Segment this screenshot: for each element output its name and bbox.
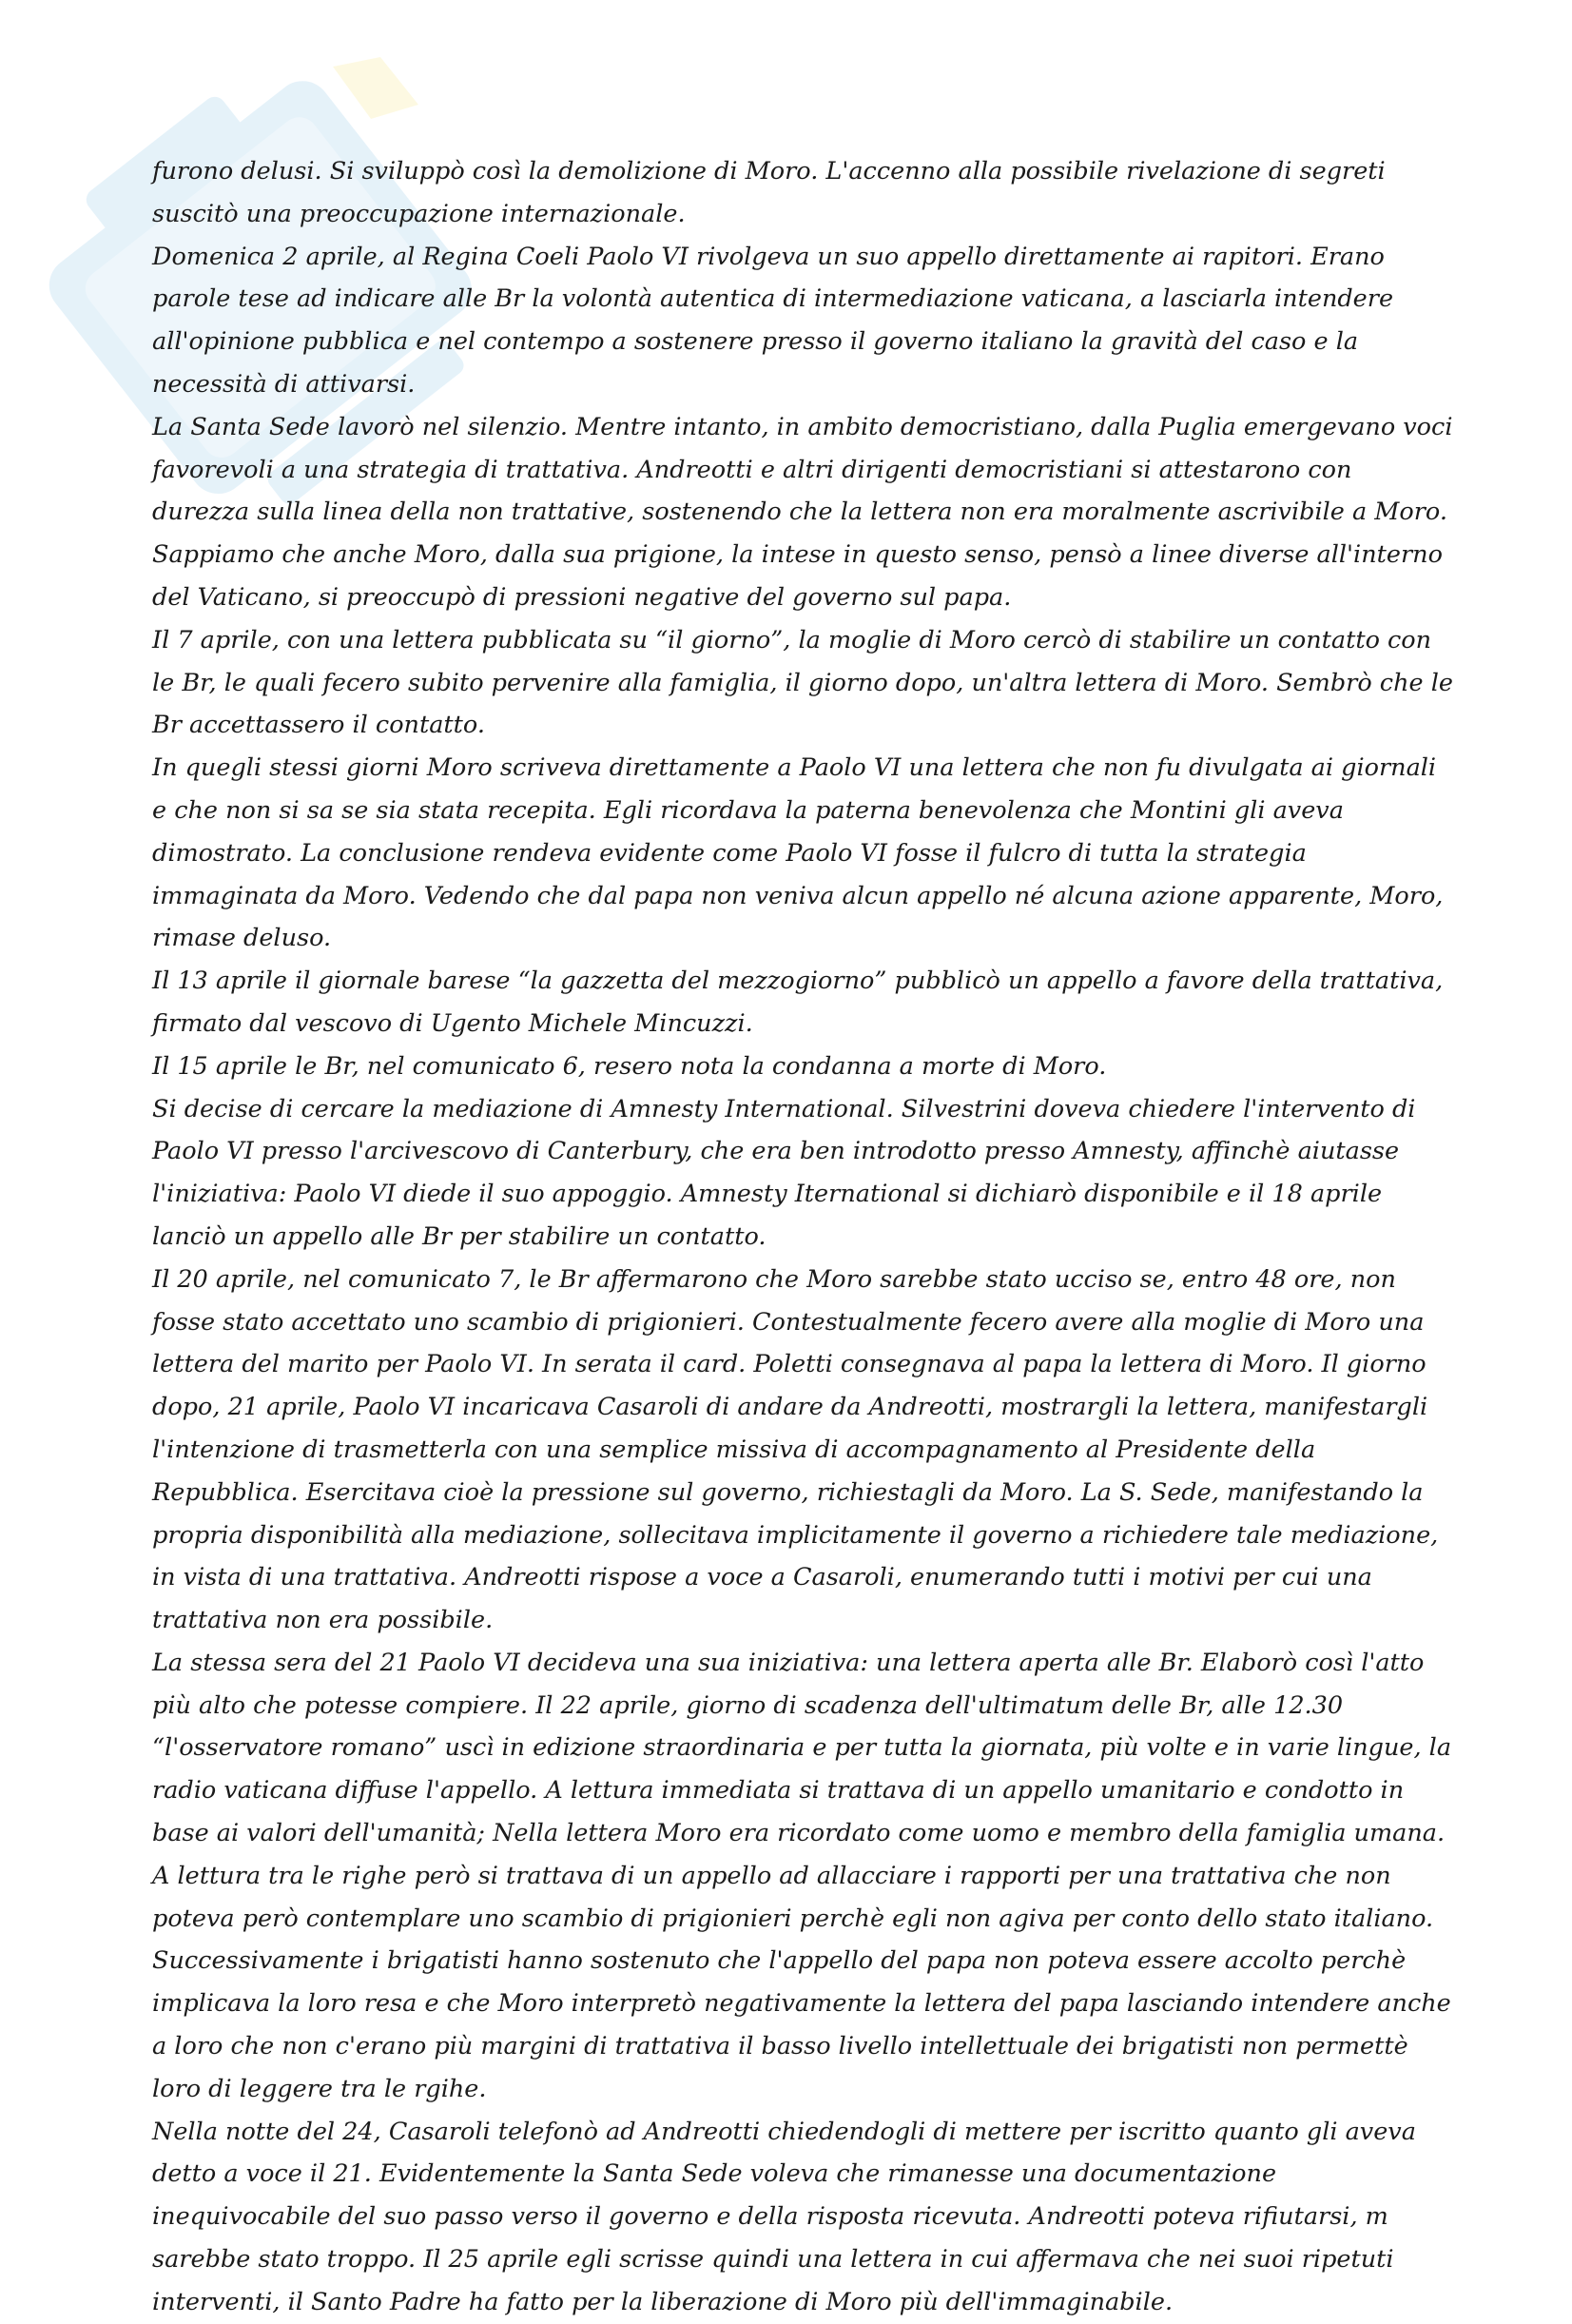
paragraph-9: Il 20 aprile, nel comunicato 7, le Br affermarono che Moro sarebbe stato ucciso se, entro 48 ore, non fosse stato accettato uno scambio di prigionieri. Contestualmente fecero avere alla moglie di Moro una lettera del marito per Paolo VI. In serata il card. Poletti consegnava al papa la lettera di Moro. Il giorno dopo, 21 aprile, Paolo VI incaricava Casaroli di andare da Andreotti, mostrargli la lettera, manifestargli l'intenzione di trasmetterla con una semplice missiva di accompagnamento al Presidente della Repubblica. Esercitava cioè la pressione sul governo, richiestagli da Moro. La S. Sede, manifestando la propria disponibilità alla mediazione, sollecitava implicitamente il governo a richiedere tale mediazione, in vista di una trattativa. Andreotti rispose a voce a Casaroli, enumerando tutti i motivi per cui una trattativa non era possibile.	[152, 1264, 1439, 1635]
paragraph-5: In quegli stessi giorni Moro scriveva direttamente a Paolo VI una lettera che non fu divulgata ai giornali e che non si sa se sia stata recepita. Egli ricordava la paterna benevolenza che Montini gli aveva dimostrato. La conclusione rendeva evidente come Paolo VI fosse il fulcro di tutta la strategia immaginata da Moro. Vedendo che dal papa non veniva alcun appello né alcuna azione apparente, Moro, rimase deluso.	[152, 753, 1444, 953]
paragraph-1: furono delusi. Si sviluppò così la demolizione di Moro. L'accenno alla possibile rivelazione di segreti suscitò una preoccupazione internazionale.	[152, 157, 1386, 228]
paragraph-6: Il 13 aprile il giornale barese “la gazzetta del mezzogiorno” pubblicò un appello a favore della trattativa, firmato dal vescovo di Ugento Michele Mincuzzi.	[152, 967, 1444, 1038]
document-body	[152, 150, 1455, 2324]
paragraph-7: Il 15 aprile le Br, nel comunicato 6, resero nota la condanna a morte di Moro.	[152, 1051, 1107, 1081]
paragraph-10: La stessa sera del 21 Paolo VI decideva una sua iniziativa: una lettera aperta alle Br. Elaborò così l'atto più alto che potesse compiere. Il 22 aprile, giorno di scadenza dell'ultimatum delle Br, alle 12.30 “l'osservatore romano” uscì in edizione straordinaria e per tutta la giornata, più volte e in varie lingue, la radio vaticana diffuse l'appello. A lettura immediata si trattava di un appello umanitario e condotto in base ai valori dell'umanità; Nella lettera Moro era ricordato come uomo e membro della famiglia umana. A lettura tra le righe però si trattava di un appello ad allacciare i rapporti per una trattativa che non poteva però contemplare uno scambio di prigionieri perchè egli non agiva per conto dello stato italiano.	[152, 1648, 1452, 1933]
paragraph-4: Il 7 aprile, con una lettera pubblicata su “il giorno”, la moglie di Moro cercò di stabilire un contatto con le Br, le quali fecero subito pervenire alla famiglia, il giorno dopo, un'altra lettera di Moro. Sembrò che le Br accettassero il contatto.	[152, 625, 1453, 740]
paragraph-8: Si decise di cercare la mediazione di Amnesty International. Silvestrini doveva chiedere l'intervento di Paolo VI presso l'arcivescovo di Canterbury, che era ben introdotto presso Amnesty, affinchè aiutasse l'iniziativa: Paolo VI diede il suo appoggio. Amnesty Iternational si dichiarò disponibile e il 18 aprile lanciò un appello alle Br per stabilire un contatto.	[152, 1094, 1416, 1251]
paragraph-11: Successivamente i brigatisti hanno sostenuto che l'appello del papa non poteva essere accolto perchè implicava la loro resa e che Moro interpretò negativamente la lettera del papa lasciando intendere anche a loro che non c'erano più margini di trattativa il basso livello intellettuale dei brigatisti non permettè loro di leggere tra le rgihe.	[152, 1946, 1451, 2103]
paragraph-2: Domenica 2 aprile, al Regina Coeli Paolo VI rivolgeva un suo appello direttamente ai rapitori. Erano parole tese ad indicare alle Br la volontà autentica di intermediazione vaticana, a lasciarla intendere all'opinione pubblica e nel contempo a sostenere presso il governo italiano la gravità del caso e la necessità di attivarsi.	[152, 242, 1394, 399]
paragraph-12: Nella notte del 24, Casaroli telefonò ad Andreotti chiedendogli di mettere per iscritto quanto gli aveva detto a voce il 21. Evidentemente la Santa Sede voleva che rimanesse una documentazione inequivocabile del suo passo verso il governo e della risposta ricevuta. Andreotti poteva rifiutarsi, m sarebbe stato troppo. Il 25 aprile egli scrisse quindi una lettera in cui affermava che nei suoi ripetuti interventi, il Santo Padre ha fatto per la liberazione di Moro più dell'immaginabile.	[152, 2117, 1416, 2316]
paragraph-3: La Santa Sede lavorò nel silenzio. Mentre intanto, in ambito democristiano, dalla Puglia emergevano voci favorevoli a una strategia di trattativa. Andreotti e altri dirigenti democristiani si attestarono con durezza sulla linea della non trattative, sostenendo che la lettera non era moralmente ascrivibile a Moro. Sappiamo che anche Moro, dalla sua prigione, la intese in questo senso, pensò a linee diverse all'interno del Vaticano, si preoccupò di pressioni negative del governo sul papa.	[152, 412, 1453, 612]
